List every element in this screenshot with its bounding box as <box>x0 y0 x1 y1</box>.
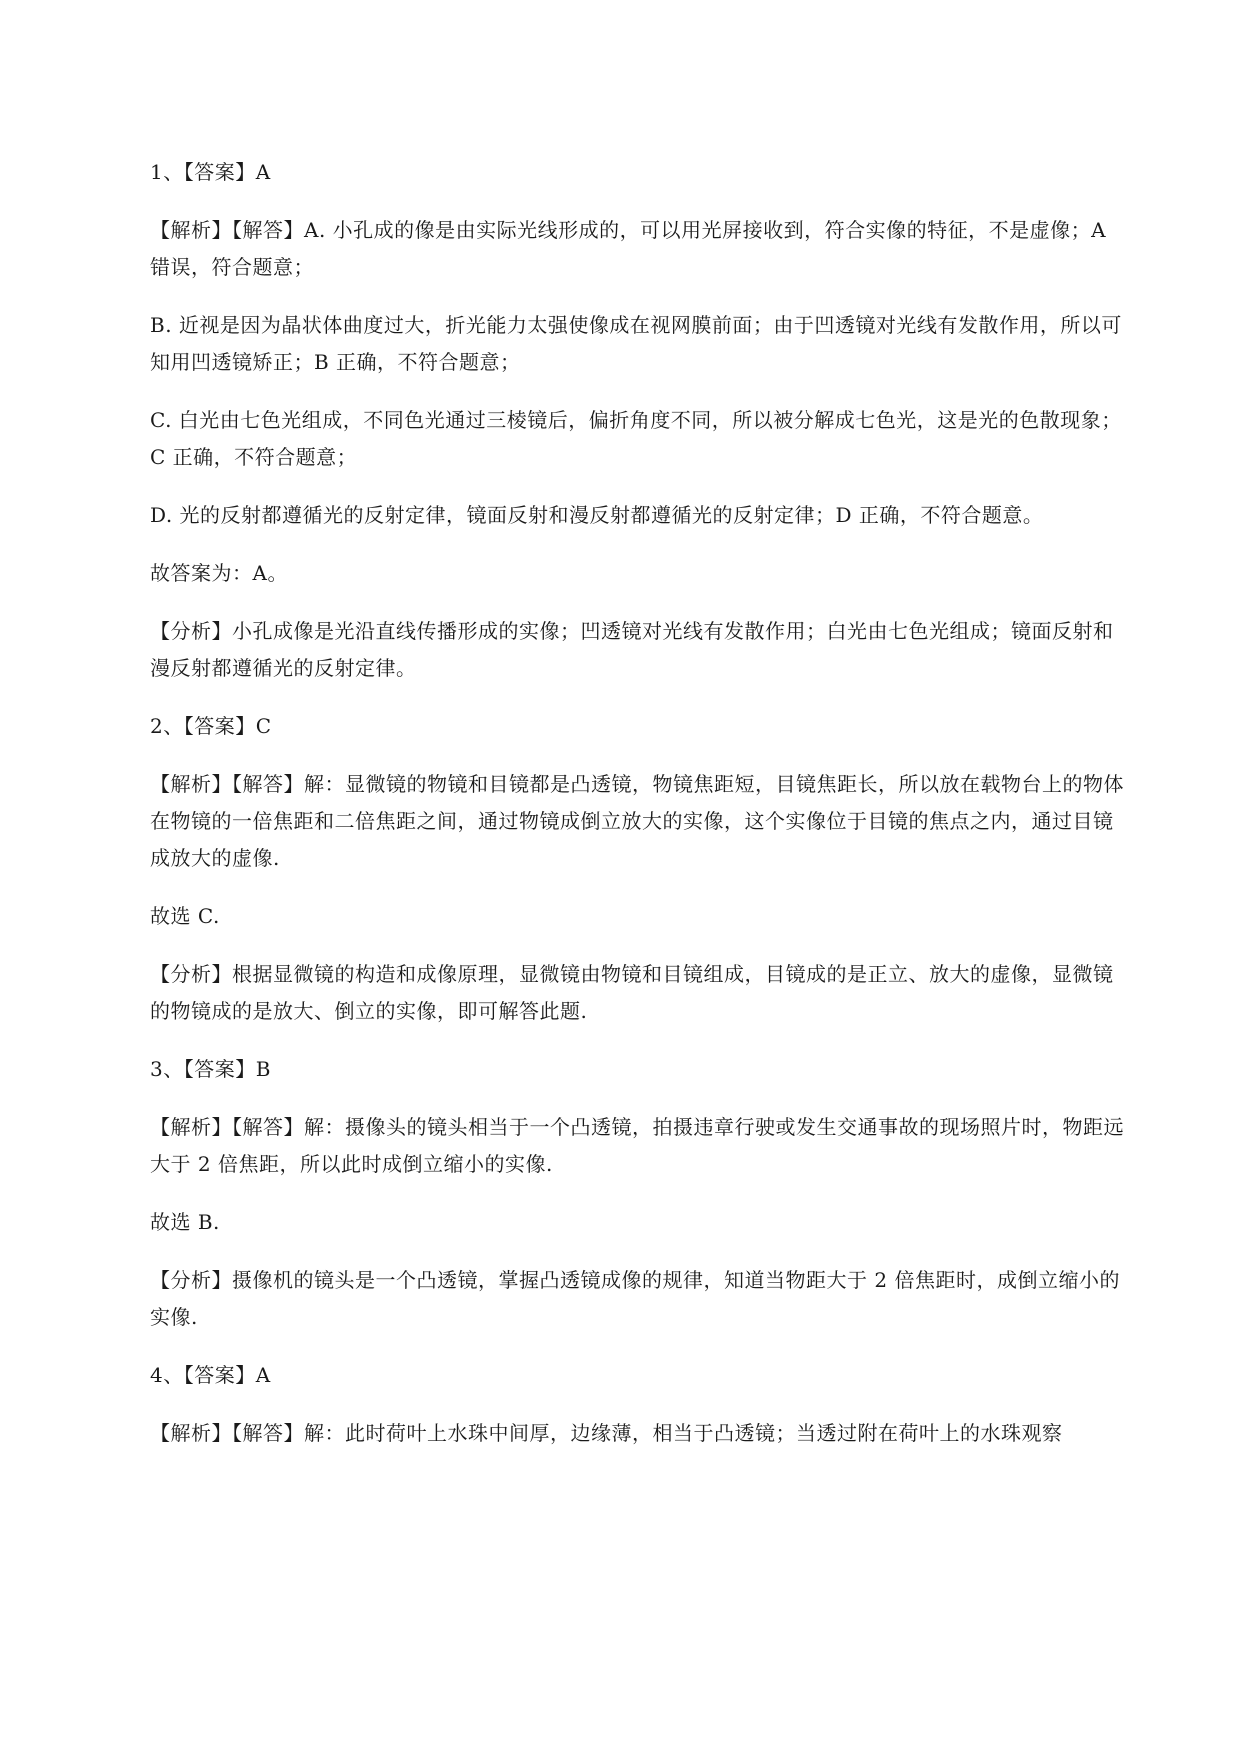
answer-1-explanation-d: D. 光的反射都遵循光的反射定律，镜面反射和漫反射都遵循光的反射定律；D 正确，不符合题意。 <box>150 503 1044 527</box>
answer-1-conclusion: 故答案为：A。 <box>150 561 288 585</box>
answer-2-explanation: 【解析】【解答】解：显微镜的物镜和目镜都是凸透镜，物镜焦距短，目镜焦距长，所以放在载物台上的物体在物镜的一倍焦距和二倍焦距之间，通过物镜成倒立放大的实像，这个实像位于目镜的焦点之内，通过目镜成放大的虚像. <box>150 772 1124 870</box>
answer-1-analysis: 【分析】小孔成像是光沿直线传播形成的实像；凹透镜对光线有发散作用；白光由七色光组成；镜面反射和漫反射都遵循光的反射定律。 <box>150 619 1114 680</box>
answer-3-explanation: 【解析】【解答】解：摄像头的镜头相当于一个凸透镜，拍摄违章行驶或发生交通事故的现场照片时，物距远大于 2 倍焦距，所以此时成倒立缩小的实像. <box>150 1115 1124 1176</box>
answer-content <box>150 154 1130 1452</box>
answer-1-explanation-b: B. 近视是因为晶状体曲度过大，折光能力太强使像成在视网膜前面；由于凹透镜对光线有发散作用，所以可知用凹透镜矫正；B 正确，不符合题意； <box>150 313 1122 374</box>
answer-2-conclusion: 故选 C. <box>150 904 220 928</box>
answer-2-heading: 2、【答案】C <box>150 714 272 738</box>
answer-1-explanation-a: 【解析】【解答】A. 小孔成的像是由实际光线形成的，可以用光屏接收到，符合实像的特征，不是虚像；A 错误，符合题意； <box>150 218 1107 279</box>
answer-4-heading: 4、【答案】A <box>150 1363 271 1387</box>
answer-3-conclusion: 故选 B. <box>150 1210 220 1234</box>
answer-3-heading: 3、【答案】B <box>150 1057 271 1081</box>
answer-2-analysis: 【分析】根据显微镜的构造和成像原理，显微镜由物镜和目镜组成，目镜成的是正立、放大的虚像，显微镜的物镜成的是放大、倒立的实像，即可解答此题. <box>150 962 1114 1023</box>
answer-1-explanation-c: C. 白光由七色光组成，不同色光通过三棱镜后，偏折角度不同，所以被分解成七色光，这是光的色散现象；C 正确，不符合题意； <box>150 408 1122 469</box>
answer-1-heading: 1、【答案】A <box>150 160 271 184</box>
answer-3-analysis: 【分析】摄像机的镜头是一个凸透镜，掌握凸透镜成像的规律，知道当物距大于 2 倍焦距时，成倒立缩小的实像. <box>150 1268 1120 1329</box>
answer-4-explanation: 【解析】【解答】解：此时荷叶上水珠中间厚，边缘薄，相当于凸透镜；当透过附在荷叶上的水珠观察 <box>150 1421 1063 1445</box>
